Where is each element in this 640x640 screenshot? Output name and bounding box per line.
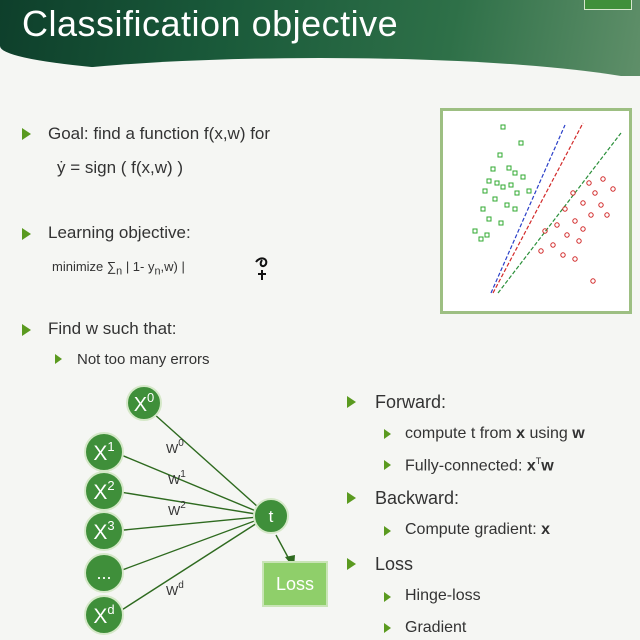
svg-text:X1: $X^1$ — [93, 439, 115, 465]
loss-sub-gradient: Gradient — [405, 619, 467, 636]
forward-sub-compute: compute t from x using w — [405, 425, 585, 442]
sub-bullet-triangle-icon — [384, 429, 391, 439]
loss-box — [263, 562, 327, 606]
bullet-triangle-icon — [347, 558, 356, 570]
scatter-plot — [440, 108, 632, 314]
class-a-points — [473, 125, 531, 241]
input-node-xd — [85, 596, 123, 634]
goal-bullet: Goal: find a function f(x,w) for — [48, 124, 271, 143]
decision-line-red — [493, 123, 583, 293]
handwritten-annotation — [252, 254, 276, 284]
sub-bullet-triangle-icon — [384, 526, 391, 536]
network-diagram — [80, 385, 340, 640]
loss-sub-hinge: Hinge-loss — [405, 587, 481, 604]
sub-bullet-triangle-icon — [384, 623, 391, 633]
weight-label-w1: $W^1$ — [168, 469, 186, 487]
sub-bullet-triangle-icon — [55, 354, 62, 364]
bullet-triangle-icon — [347, 492, 356, 504]
decision-line-blue — [491, 125, 565, 293]
svg-text:Loss: Loss — [275, 574, 315, 594]
slide-header — [0, 0, 640, 76]
corner-decoration — [584, 0, 632, 10]
input-node-x3 — [85, 512, 123, 550]
forward-sub-fully-connected: Fully-connected: $x^Tw$ — [405, 456, 554, 475]
output-node-t — [254, 499, 288, 533]
weight-label-w2: $W^2$ — [168, 500, 186, 518]
find-w-sub-bullet: Not too many errors — [77, 351, 210, 368]
header-swoosh — [0, 58, 640, 98]
input-node-x2 — [85, 472, 123, 510]
bullet-triangle-icon — [22, 228, 31, 240]
bullet-triangle-icon — [22, 324, 31, 336]
svg-text:X0: $X^0$ — [133, 390, 155, 416]
goal-formula: ẏ = sign ( f(x,w) ) — [57, 158, 184, 177]
svg-text:...: ... — [96, 563, 112, 583]
weight-label-w0: $W^0$ — [166, 438, 184, 456]
sub-bullet-triangle-icon — [384, 592, 391, 602]
bullet-triangle-icon — [347, 396, 356, 408]
loss-bullet: Loss — [375, 554, 414, 574]
svg-text:t: t — [268, 507, 274, 526]
svg-text:X3: $X^3$ — [93, 518, 115, 544]
scatter-plot-svg — [443, 111, 629, 311]
find-w-bullet: Find w such that: — [48, 319, 177, 338]
decision-line-green — [498, 133, 621, 293]
input-node-x0 — [127, 386, 161, 420]
class-b-points — [539, 177, 615, 283]
backward-bullet: Backward: — [375, 488, 460, 508]
svg-text:X2: $X^2$ — [93, 478, 115, 504]
input-node-ellipsis — [85, 554, 123, 592]
learning-formula: minimize $\sum_n$ | 1- $y_n,w$) | — [52, 259, 185, 278]
weight-label-wd: $W^d$ — [166, 580, 184, 598]
svg-text:Xd: $X^d$ — [93, 602, 115, 628]
input-node-x1 — [85, 433, 123, 471]
backward-sub-gradient: Compute gradient: x — [405, 521, 550, 538]
sub-bullet-triangle-icon — [384, 460, 391, 470]
slide-title: Classification objective — [22, 3, 399, 44]
learning-objective-bullet: Learning objective: — [48, 223, 191, 242]
forward-bullet: Forward: — [375, 392, 447, 412]
bullet-triangle-icon — [22, 128, 31, 140]
